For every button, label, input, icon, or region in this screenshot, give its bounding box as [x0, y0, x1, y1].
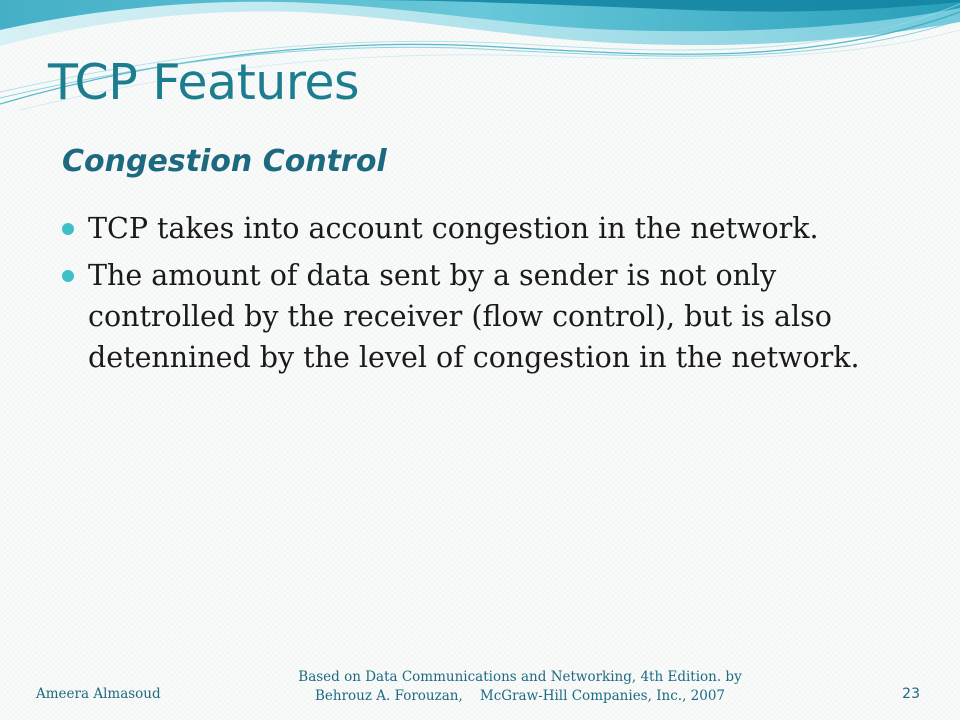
slide-title: TCP Features [48, 54, 360, 111]
page-number: 23 [902, 686, 920, 702]
bullet-item [60, 255, 920, 378]
footer-source [260, 668, 780, 706]
bullet-list [60, 208, 920, 384]
bullet-dot-icon [62, 270, 74, 282]
footer-source-line-1: Based on Data Communications and Networking, 4th Edition. by [298, 669, 742, 685]
bullet-text: TCP takes into account congestion in the network. [88, 212, 819, 245]
bullet-item [60, 208, 920, 249]
bullet-text: The amount of data sent by a sender is not only controlled by the receiver (flow control), but is also detennined by the level of congestion in the network. [88, 259, 860, 374]
footer-author: Ameera Almasoud [36, 686, 161, 702]
slide-subtitle: Congestion Control [62, 144, 387, 179]
footer-source-line-2: Behrouz A. Forouzan, McGraw-Hill Companies, Inc., 2007 [314, 688, 726, 704]
bullet-dot-icon [62, 223, 74, 235]
